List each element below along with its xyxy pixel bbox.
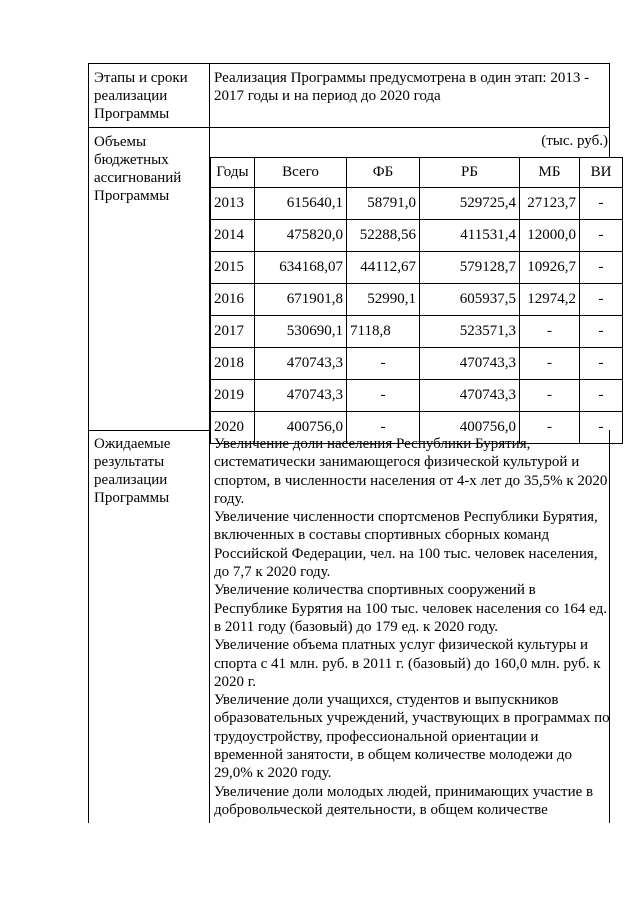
table-row <box>211 348 623 380</box>
header-mb: МБ <box>520 158 580 188</box>
cell-rb: 529725,4 <box>420 188 520 220</box>
header-vi: ВИ <box>580 158 623 188</box>
cell-year: 2019 <box>211 380 255 412</box>
result-paragraph: Увеличение доли населения Республики Бурятия, систематически занимающегося физической культурой и спортом, в численности населения от 4-х лет до 35,5% к 2020 году. <box>214 436 608 507</box>
cell-year: 2018 <box>211 348 255 380</box>
cell-year: 2020 <box>211 412 255 444</box>
table-row <box>211 188 623 220</box>
cell-vi: - <box>580 316 623 348</box>
cell-mb: 10926,7 <box>520 252 580 284</box>
cell-year: 2015 <box>211 252 255 284</box>
table-row <box>211 220 623 252</box>
cell-year: 2017 <box>211 316 255 348</box>
cell-fb: 58791,0 <box>347 188 420 220</box>
result-paragraph: Увеличение численности спортсменов Республики Бурятия, включенных в составы спортивных сборных команд Российской Федерации, чел. на 100 тыс. человек населения, до 7,7 к 2020 году. <box>214 509 598 581</box>
cell-vi: - <box>580 188 623 220</box>
cell-vi: - <box>580 380 623 412</box>
cell-rb: 470743,3 <box>420 380 520 412</box>
cell-mb: 12974,2 <box>520 284 580 316</box>
cell-vi: - <box>580 412 623 444</box>
cell-fb: 44112,67 <box>347 252 420 284</box>
cell-fb: 52990,1 <box>347 284 420 316</box>
cell-rb: 470743,3 <box>420 348 520 380</box>
cell-total: 475820,0 <box>255 220 347 252</box>
cell-total: 634168,07 <box>255 252 347 284</box>
cell-mb: - <box>520 412 580 444</box>
cell-mb: 12000,0 <box>520 220 580 252</box>
result-paragraph: Увеличение объема платных услуг физической культуры и спорта с 41 млн. руб. в 2011 г. (базовый) до 160,0 млн. руб. к 2020 г. <box>214 637 601 690</box>
results-text <box>214 435 610 819</box>
cell-vi: - <box>580 252 623 284</box>
table-left-border <box>88 63 89 823</box>
result-paragraph: Увеличение доли учащихся, студентов и выпускников образовательных учреждений, участвующих в программах по трудоустройству, профессиональной ориентации и временной занятости, в общем количестве молодежи до 29,0% к 2020 году. <box>214 692 610 782</box>
table-row <box>211 316 623 348</box>
result-paragraph: Увеличение доли молодых людей, принимающих участие в добровольческой деятельности, в общем количестве <box>214 783 594 818</box>
row-divider <box>88 430 210 431</box>
budget-label: Объемы бюджетных ассигнований Программы <box>94 134 182 204</box>
header-fb: ФБ <box>347 158 420 188</box>
cell-total: 671901,8 <box>255 284 347 316</box>
cell-fb: 52288,56 <box>347 220 420 252</box>
cell-fb: - <box>347 380 420 412</box>
cell-total: 400756,0 <box>255 412 347 444</box>
header-rb: РБ <box>420 158 520 188</box>
cell-mb: - <box>520 316 580 348</box>
result-paragraph: Увеличение количества спортивных сооружений в Республике Бурятия на 100 тыс. человек населения со 164 ед. в 2011 году (базовый) до 179 ед. к 2020 году. <box>214 582 608 635</box>
table-header-row <box>211 158 623 188</box>
cell-year: 2014 <box>211 220 255 252</box>
cell-rb: 523571,3 <box>420 316 520 348</box>
cell-year: 2016 <box>211 284 255 316</box>
stages-label: Этапы и сроки реализации Программы <box>94 70 188 122</box>
stages-text: Реализация Программы предусмотрена в один этап: 2013 - 2017 годы и на период до 2020 года <box>214 70 590 105</box>
cell-rb: 605937,5 <box>420 284 520 316</box>
row-divider <box>88 127 610 128</box>
cell-rb: 411531,4 <box>420 220 520 252</box>
unit-label: (тыс. руб.) <box>541 133 608 149</box>
header-total: Всего <box>255 158 347 188</box>
cell-fb: - <box>347 348 420 380</box>
cell-total: 615640,1 <box>255 188 347 220</box>
cell-fb: - <box>347 412 420 444</box>
header-years: Годы <box>211 158 255 188</box>
cell-rb: 579128,7 <box>420 252 520 284</box>
cell-mb: - <box>520 380 580 412</box>
cell-total: 470743,3 <box>255 380 347 412</box>
cell-mb: - <box>520 348 580 380</box>
cell-vi: - <box>580 284 623 316</box>
cell-year: 2013 <box>211 188 255 220</box>
table-top-border <box>88 63 610 64</box>
cell-fb: 7118,8 <box>347 316 420 348</box>
cell-vi: - <box>580 348 623 380</box>
results-label: Ожидаемые результаты реализации Программы <box>94 436 171 506</box>
cell-mb: 27123,7 <box>520 188 580 220</box>
table-row <box>211 380 623 412</box>
cell-rb: 400756,0 <box>420 412 520 444</box>
cell-vi: - <box>580 220 623 252</box>
cell-total: 470743,3 <box>255 348 347 380</box>
table-row <box>211 252 623 284</box>
budget-table <box>210 157 623 444</box>
table-row <box>211 284 623 316</box>
cell-total: 530690,1 <box>255 316 347 348</box>
